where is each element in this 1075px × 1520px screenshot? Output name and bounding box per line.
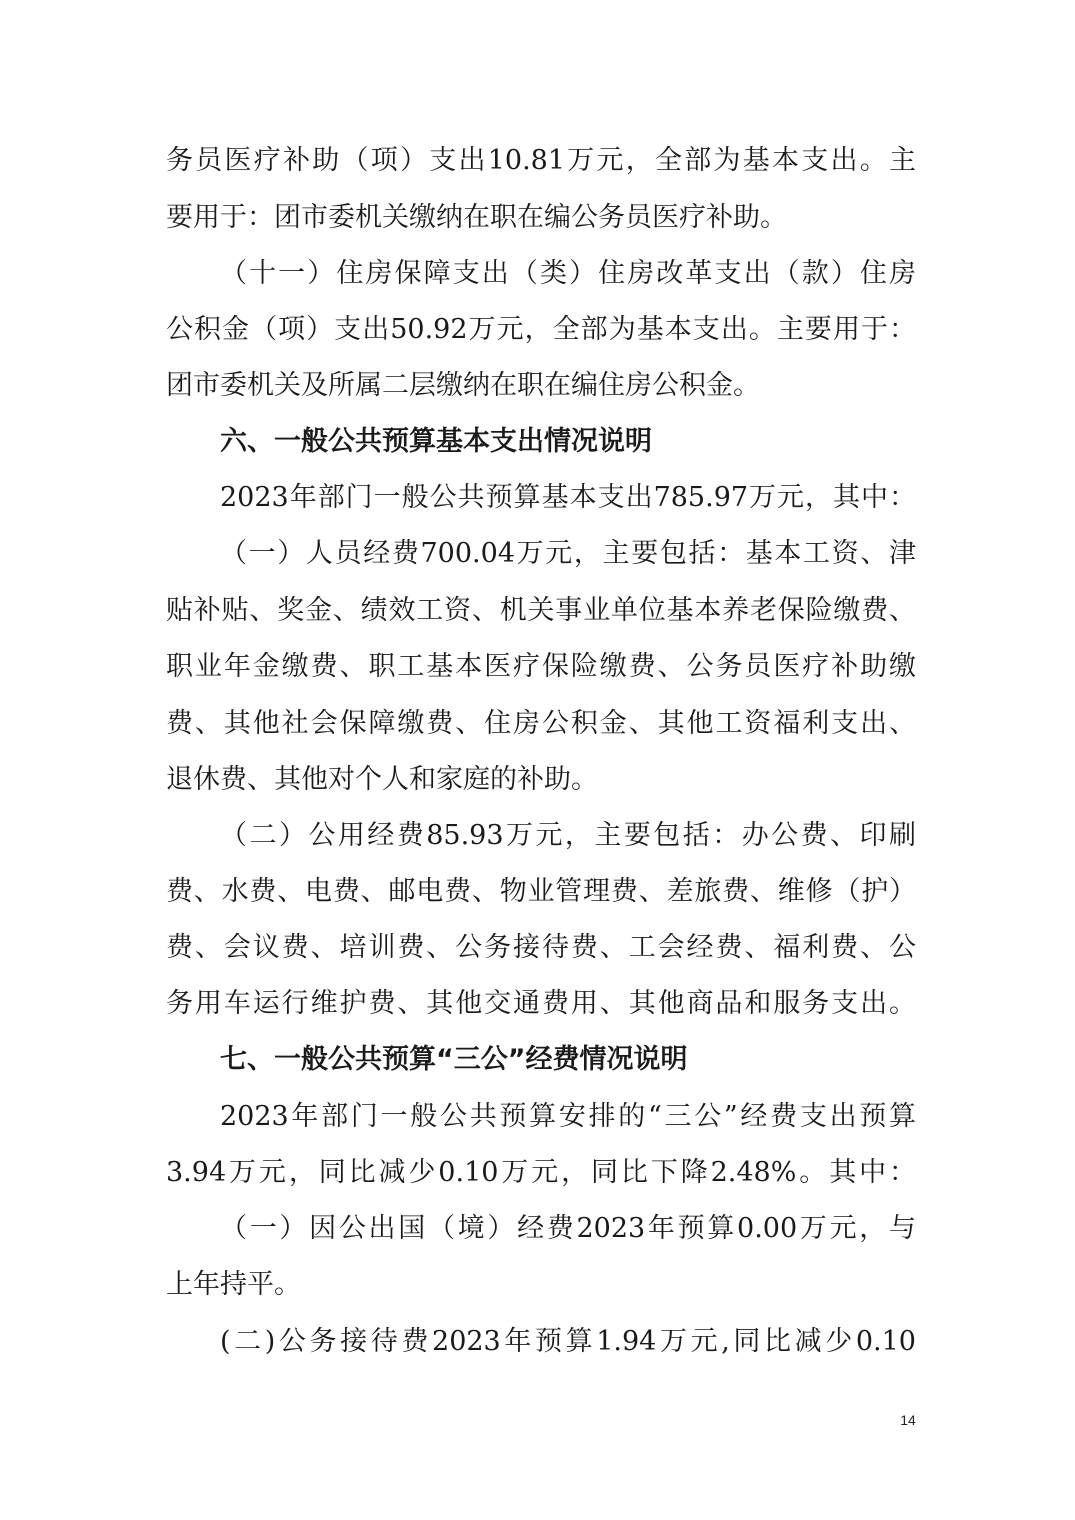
paragraph-line: 费、其他社会保障缴费、住房公积金、其他工资福利支出、 — [166, 708, 916, 739]
paragraph-line: 公积金（项）支出50.92万元，全部为基本支出。主要用于： — [166, 314, 916, 345]
paragraph-line: 上年持平。 — [166, 1269, 301, 1300]
paragraph-line: 要用于：团市委机关缴纳在职在编公务员医疗补助。 — [166, 202, 787, 233]
paragraph-line: 费、水费、电费、邮电费、物业管理费、差旅费、维修（护） — [166, 876, 916, 907]
paragraph-line: （一）因公出国（境）经费2023年预算0.00万元，与 — [220, 1213, 916, 1244]
section-heading: 六、一般公共预算基本支出情况说明 — [220, 426, 652, 457]
paragraph-line: 2023年部门一般公共预算安排的“三公”经费支出预算 — [220, 1101, 916, 1132]
paragraph-line: (二)公务接待费2023年预算1.94万元,同比减少0.10 — [220, 1326, 916, 1357]
paragraph-line: 2023年部门一般公共预算基本支出785.97万元，其中： — [220, 482, 916, 513]
paragraph-line: 退休费、其他对个人和家庭的补助。 — [166, 764, 598, 795]
paragraph-line: 费、会议费、培训费、公务接待费、工会经费、福利费、公 — [166, 932, 916, 963]
paragraph-line: 团市委机关及所属二层缴纳在职在编住房公积金。 — [166, 370, 760, 401]
paragraph-line: （一）人员经费700.04万元，主要包括：基本工资、津 — [220, 538, 916, 569]
paragraph-line: （十一）住房保障支出（类）住房改革支出（款）住房 — [220, 258, 916, 289]
paragraph-line: 3.94万元，同比减少0.10万元，同比下降2.48%。其中： — [166, 1157, 916, 1188]
paragraph-line: 职业年金缴费、职工基本医疗保险缴费、公务员医疗补助缴 — [166, 651, 916, 682]
paragraph-line: （二）公用经费85.93万元，主要包括：办公费、印刷 — [220, 820, 916, 851]
paragraph-line: 务员医疗补助（项）支出10.81万元，全部为基本支出。主 — [166, 145, 916, 176]
paragraph-line: 贴补贴、奖金、绩效工资、机关事业单位基本养老保险缴费、 — [166, 595, 916, 626]
paragraph-line: 务用车运行维护费、其他交通费用、其他商品和服务支出。 — [166, 988, 916, 1019]
section-heading: 七、一般公共预算“三公”经费情况说明 — [220, 1044, 688, 1075]
page-number: 14 — [900, 1412, 916, 1428]
